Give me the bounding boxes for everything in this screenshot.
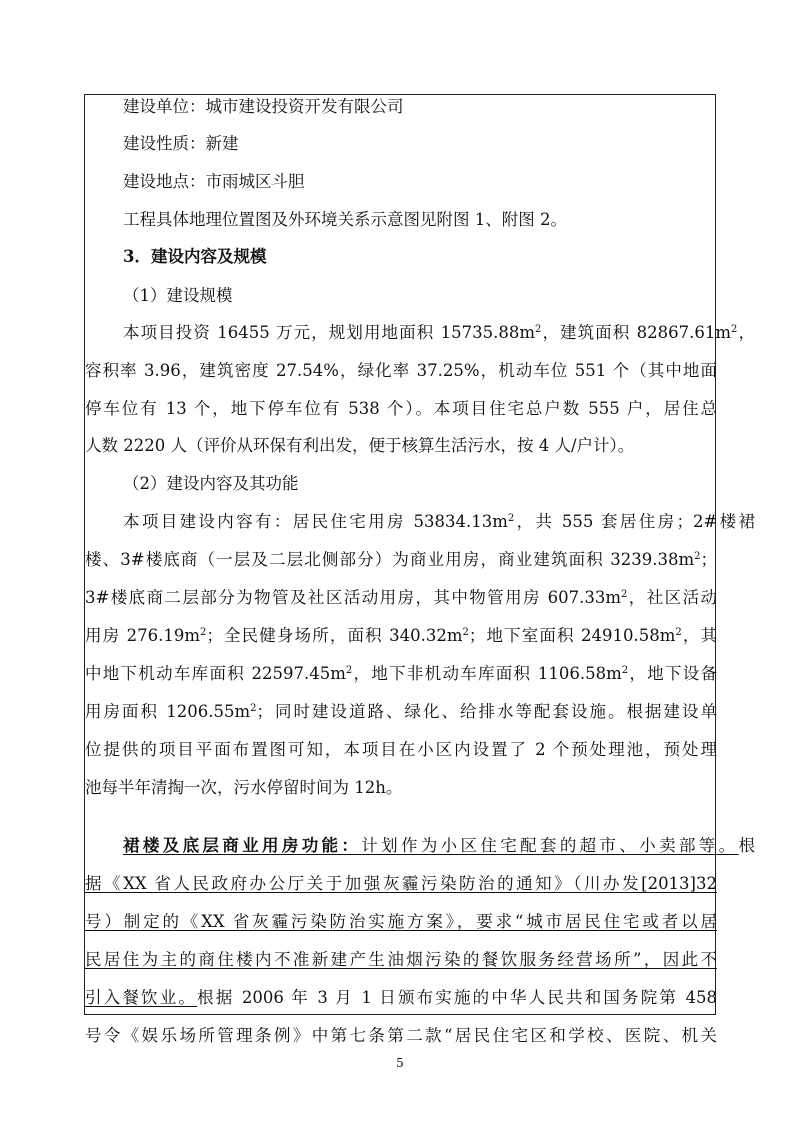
text-line-plot-ratio: 容积率 3.96，建筑密度 27.54%，绿化率 37.25%，机动车位 551 个（其中地面 — [85, 361, 717, 380]
text-line-unit: 建设单位：城市建设投资开发有限公司 — [123, 97, 404, 116]
text-line-nature: 建设性质：新建 — [123, 134, 239, 153]
document-frame — [84, 94, 756, 1045]
text-line-commercial-1: 裙楼及底层商业用房功能：计划作为小区住宅配套的超市、小卖部等。根 — [123, 836, 756, 855]
text-line-commercial-4: 民居住为主的商住楼内不准新建产生油烟污染的餐饮服务经营场所”，因此不 — [85, 950, 717, 969]
text-line-content-3: 3#楼底商二层部分为物管及社区活动用房，其中物管用房 $607.33m^2$，社区活动 — [85, 588, 717, 607]
text-line-commercial-6: 号令《娱乐场所管理条例》中第七条第二款“居民住宅区和学校、医院、机关 — [85, 1026, 717, 1045]
text-line-population: 人数 2220 人（评价从环保有利出发，便于核算生活污水，按 4 人/户计）。 — [85, 436, 635, 455]
section-heading-3: 3．建设内容及规模 — [123, 247, 267, 266]
text-line-content-6: 用房面积 $1206.55m^2$；同时建设道路、绿化、给排水等配套设施。根据建设单 — [85, 702, 717, 721]
text-line-commercial-2: 据《XX 省人民政府办公厅关于加强灰霾污染防治的通知》（川办发[2013]32 — [85, 874, 717, 893]
subheading-scale: （1）建设规模 — [123, 286, 233, 305]
text-line-content-1: 本项目建设内容有：居民住宅用房 $53834.13m^2$，共 555 套居住房；2#楼裙 — [123, 512, 756, 531]
text-line-map-ref: 工程具体地理位置图及外环境关系示意图见附图 1、附图 2。 — [123, 210, 567, 229]
text-line-content-2: 楼、3#楼底商（一层及二层北侧部分）为商业用房，商业建筑面积 $3239.38m^2$； — [85, 550, 717, 569]
text-line-content-7: 位提供的项目平面布置图可知，本项目在小区内设置了 2 个预处理池，预处理 — [85, 740, 717, 759]
text-line-parking: 停车位有 13 个，地下停车位有 538 个）。本项目住宅总户数 555 户，居住总 — [85, 399, 717, 418]
page-number: 5 — [396, 1056, 404, 1070]
text-line-investment: 本项目投资 16455 万元，规划用地面积 $15735.88m^2$，建筑面积 $82867.61m^2$， — [123, 323, 756, 342]
text-line-commercial-5: 引入餐饮业。根据 2006 年 3 月 1 日颁布实施的中华人民共和国务院第 458 — [85, 988, 717, 1007]
text-line-content-8: 池每半年清掏一次，污水停留时间为 12h。 — [85, 778, 403, 797]
text-line-content-5: 中地下机动车库面积 $22597.45m^2$，地下非机动车库面积 $1106.58m^2$，地下设备 — [85, 664, 718, 683]
text-line-location: 建设地点：市雨城区斗胆 — [123, 172, 305, 191]
text-line-content-4: 用房 $276.19m^2$；全民健身场所，面积 $340.32m^2$；地下室面积 $24910.58m^2$，其 — [85, 626, 718, 645]
text-line-commercial-3: 号）制定的《XX 省灰霾污染防治实施方案》，要求“城市居民住宅或者以居 — [85, 912, 717, 931]
subheading-content: （2）建设内容及其功能 — [123, 474, 299, 493]
